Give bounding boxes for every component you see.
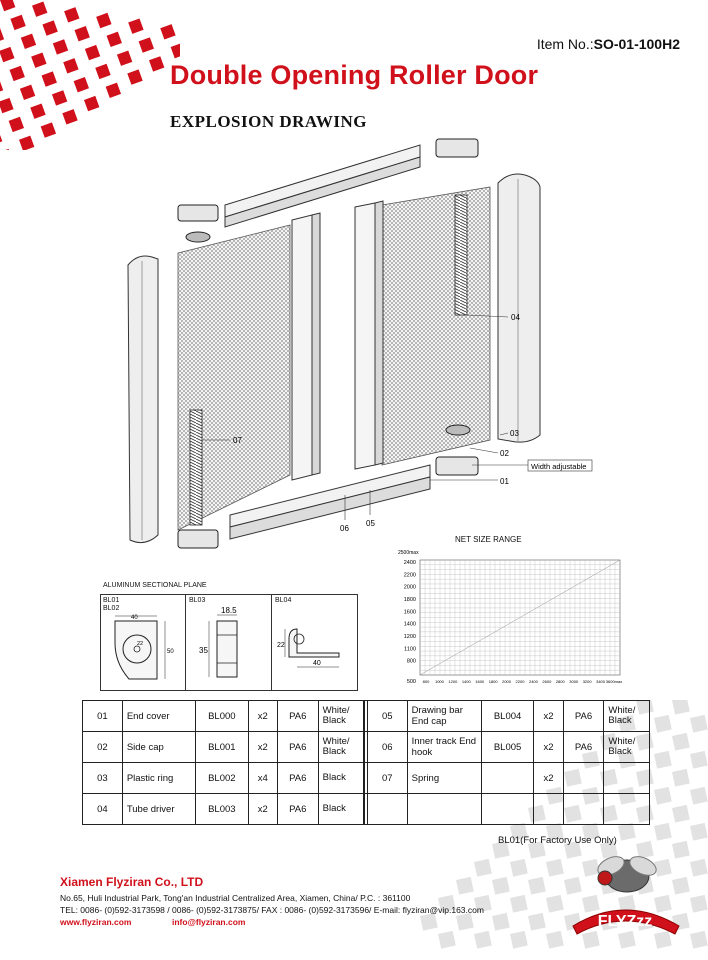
table-cell: 04: [83, 794, 123, 825]
y-tick-label: 1400: [403, 621, 416, 628]
width-adjustable-label: Width adjustable: [531, 462, 587, 471]
table-cell: PA6: [563, 732, 604, 763]
x-tick-label: 3000: [569, 679, 579, 684]
x-tick-label: 2000: [502, 679, 512, 684]
left-side-profile: [128, 256, 158, 543]
table-cell: [563, 763, 604, 794]
table-cell: BL005: [481, 732, 533, 763]
callout-04: 04: [511, 313, 520, 322]
logo-text: FLYZzz: [597, 913, 653, 930]
table-row: [83, 732, 650, 763]
x-tick-label: 1600: [475, 679, 485, 684]
table-cell: BL004: [481, 701, 533, 732]
table-cell: Drawing bar End cap: [407, 701, 481, 732]
dim-bl03-width: 18.5: [221, 607, 237, 615]
table-cell: [481, 794, 533, 825]
factory-note: BL01(For Factory Use Only): [498, 835, 617, 846]
y-tick-label: 1200: [403, 634, 416, 640]
y-tick-label: 2200: [403, 572, 416, 579]
dim-bl01-width: 40: [131, 615, 138, 621]
company-address: No.65, Huli Industrial Park, Tong'an Industrial Centralized Area, Xiamen, China/ P.C. : 361100: [60, 893, 411, 903]
table-cell: [367, 794, 407, 825]
y-tick-label: 800: [406, 658, 416, 665]
table-cell: PA6: [277, 701, 318, 732]
y-tick-label: 2400: [403, 560, 416, 566]
table-cell: PA6: [563, 701, 604, 732]
item-number: [537, 36, 680, 52]
callout-06: 06: [340, 524, 349, 533]
parts-table: [82, 700, 650, 825]
center-drawing-bars: [292, 201, 383, 480]
table-cell: x2: [534, 763, 563, 794]
flyzzz-logo: [565, 848, 685, 938]
sectional-panel: [100, 594, 358, 691]
right-side-profile: [498, 174, 540, 442]
net-size-title: NET SIZE RANGE: [455, 535, 522, 544]
corner-checker-pattern: [0, 0, 180, 150]
table-cell: White/ Black: [604, 732, 650, 763]
item-label: Item No.:: [536, 36, 594, 52]
website-link[interactable]: www.flyziran.com: [60, 917, 132, 927]
spring-left: [190, 410, 202, 525]
table-cell: BL003: [196, 794, 248, 825]
sectional-title: ALUMINUM SECTIONAL PLANE: [103, 582, 207, 589]
item-code: SO-01-100H2: [593, 36, 680, 52]
table-cell: 05: [367, 701, 407, 732]
table-cell: 06: [367, 732, 407, 763]
dim-bl01-height: 50: [167, 649, 174, 655]
x-tick-label: 3600max: [605, 679, 623, 684]
table-row: [83, 794, 650, 825]
x-tick-label: 3200: [582, 679, 592, 684]
spring-right: [455, 195, 467, 315]
table-cell: Plastic ring: [122, 763, 195, 794]
y-tick-label: 1100: [404, 646, 416, 653]
table-cell: Tube driver: [122, 794, 195, 825]
table-cell: BL001: [196, 732, 248, 763]
table-cell: x4: [248, 763, 277, 794]
company-address-block: [60, 892, 484, 916]
y-top-label: 2500max: [398, 550, 419, 556]
table-cell: White/ Black: [318, 732, 364, 763]
table-cell: White/ Black: [318, 701, 364, 732]
dim-bl04-height: 22: [277, 642, 285, 649]
explosion-drawing: [100, 135, 600, 565]
table-cell: [604, 763, 650, 794]
email-link[interactable]: info@flyziran.com: [172, 917, 246, 927]
table-cell: PA6: [277, 794, 318, 825]
y-tick-label: 2000: [403, 584, 416, 591]
y-tick-label: 500: [406, 679, 416, 685]
table-cell: White/ Black: [604, 701, 650, 732]
table-cell: x2: [248, 794, 277, 825]
profile-label-bl03: BL03: [189, 597, 206, 604]
callout-05: 05: [366, 519, 375, 528]
table-cell: Inner track End hook: [407, 732, 481, 763]
profile-bl04-drawing: [277, 609, 355, 687]
profile-label-bl01: BL01: [103, 597, 120, 604]
table-cell: 02: [83, 732, 123, 763]
x-tick-label: 1400: [461, 679, 471, 684]
callout-01: 01: [500, 477, 509, 486]
table-cell: [481, 763, 533, 794]
y-tick-label: 1600: [403, 609, 416, 616]
table-cell: BL000: [196, 701, 248, 732]
x-tick-label: 2400: [528, 679, 538, 684]
table-cell: 03: [83, 763, 123, 794]
table-cell: BL002: [196, 763, 248, 794]
table-cell: PA6: [277, 732, 318, 763]
x-tick-label: 3400: [596, 679, 606, 684]
profile-label-bl02: BL02: [103, 605, 120, 612]
x-tick-label: 2200: [515, 679, 525, 684]
dim-bl04-width: 40: [313, 660, 321, 667]
table-cell: 01: [83, 701, 123, 732]
x-tick-label: 2800: [555, 679, 565, 684]
callout-07: 07: [233, 436, 242, 445]
table-cell: PA6: [277, 763, 318, 794]
table-cell: x2: [534, 701, 563, 732]
dim-bl03-height: 35: [199, 646, 208, 655]
table-cell: Side cap: [122, 732, 195, 763]
callout-03: 03: [510, 429, 519, 438]
profile-bl01-drawing: [109, 613, 181, 687]
table-cell: [534, 794, 563, 825]
company-name: Xiamen Flyziran Co., LTD: [60, 875, 204, 889]
table-row: [83, 701, 650, 732]
profile-bl03-drawing: [199, 607, 269, 687]
x-tick-label: 1200: [448, 679, 458, 684]
page-title: Double Opening Roller Door: [170, 60, 539, 90]
table-cell: x2: [534, 732, 563, 763]
table-cell: [563, 794, 604, 825]
x-tick-label: 1800: [488, 679, 498, 684]
table-cell: Black: [318, 763, 364, 794]
x-tick-label: 2600: [542, 679, 552, 684]
profile-label-bl04: BL04: [275, 597, 292, 604]
x-tick-label: 1000: [434, 679, 444, 684]
section-subtitle: EXPLOSION DRAWING: [170, 112, 367, 131]
y-tick-label: 1800: [403, 597, 416, 603]
table-row: [83, 763, 650, 794]
net-size-grid: [380, 545, 625, 690]
x-tick-label: 800: [422, 679, 430, 684]
table-cell: 07: [367, 763, 407, 794]
dim-bl01-radius: 22: [137, 641, 144, 647]
table-cell: [407, 794, 481, 825]
right-mesh-screen: [382, 187, 490, 465]
table-cell: x2: [248, 701, 277, 732]
company-contacts: TEL: 0086- (0)592-3173598 / 0086- (0)592-3173875/ FAX : 0086- (0)592-3173596/ E-mail: flyziran@vip.163.com: [60, 905, 484, 915]
table-cell: [604, 794, 650, 825]
table-cell: End cover: [122, 701, 195, 732]
table-cell: Spring: [407, 763, 481, 794]
table-cell: x2: [248, 732, 277, 763]
table-cell: Black: [318, 794, 364, 825]
callout-02: 02: [500, 449, 509, 458]
profile-bl01-labels: [103, 597, 119, 613]
